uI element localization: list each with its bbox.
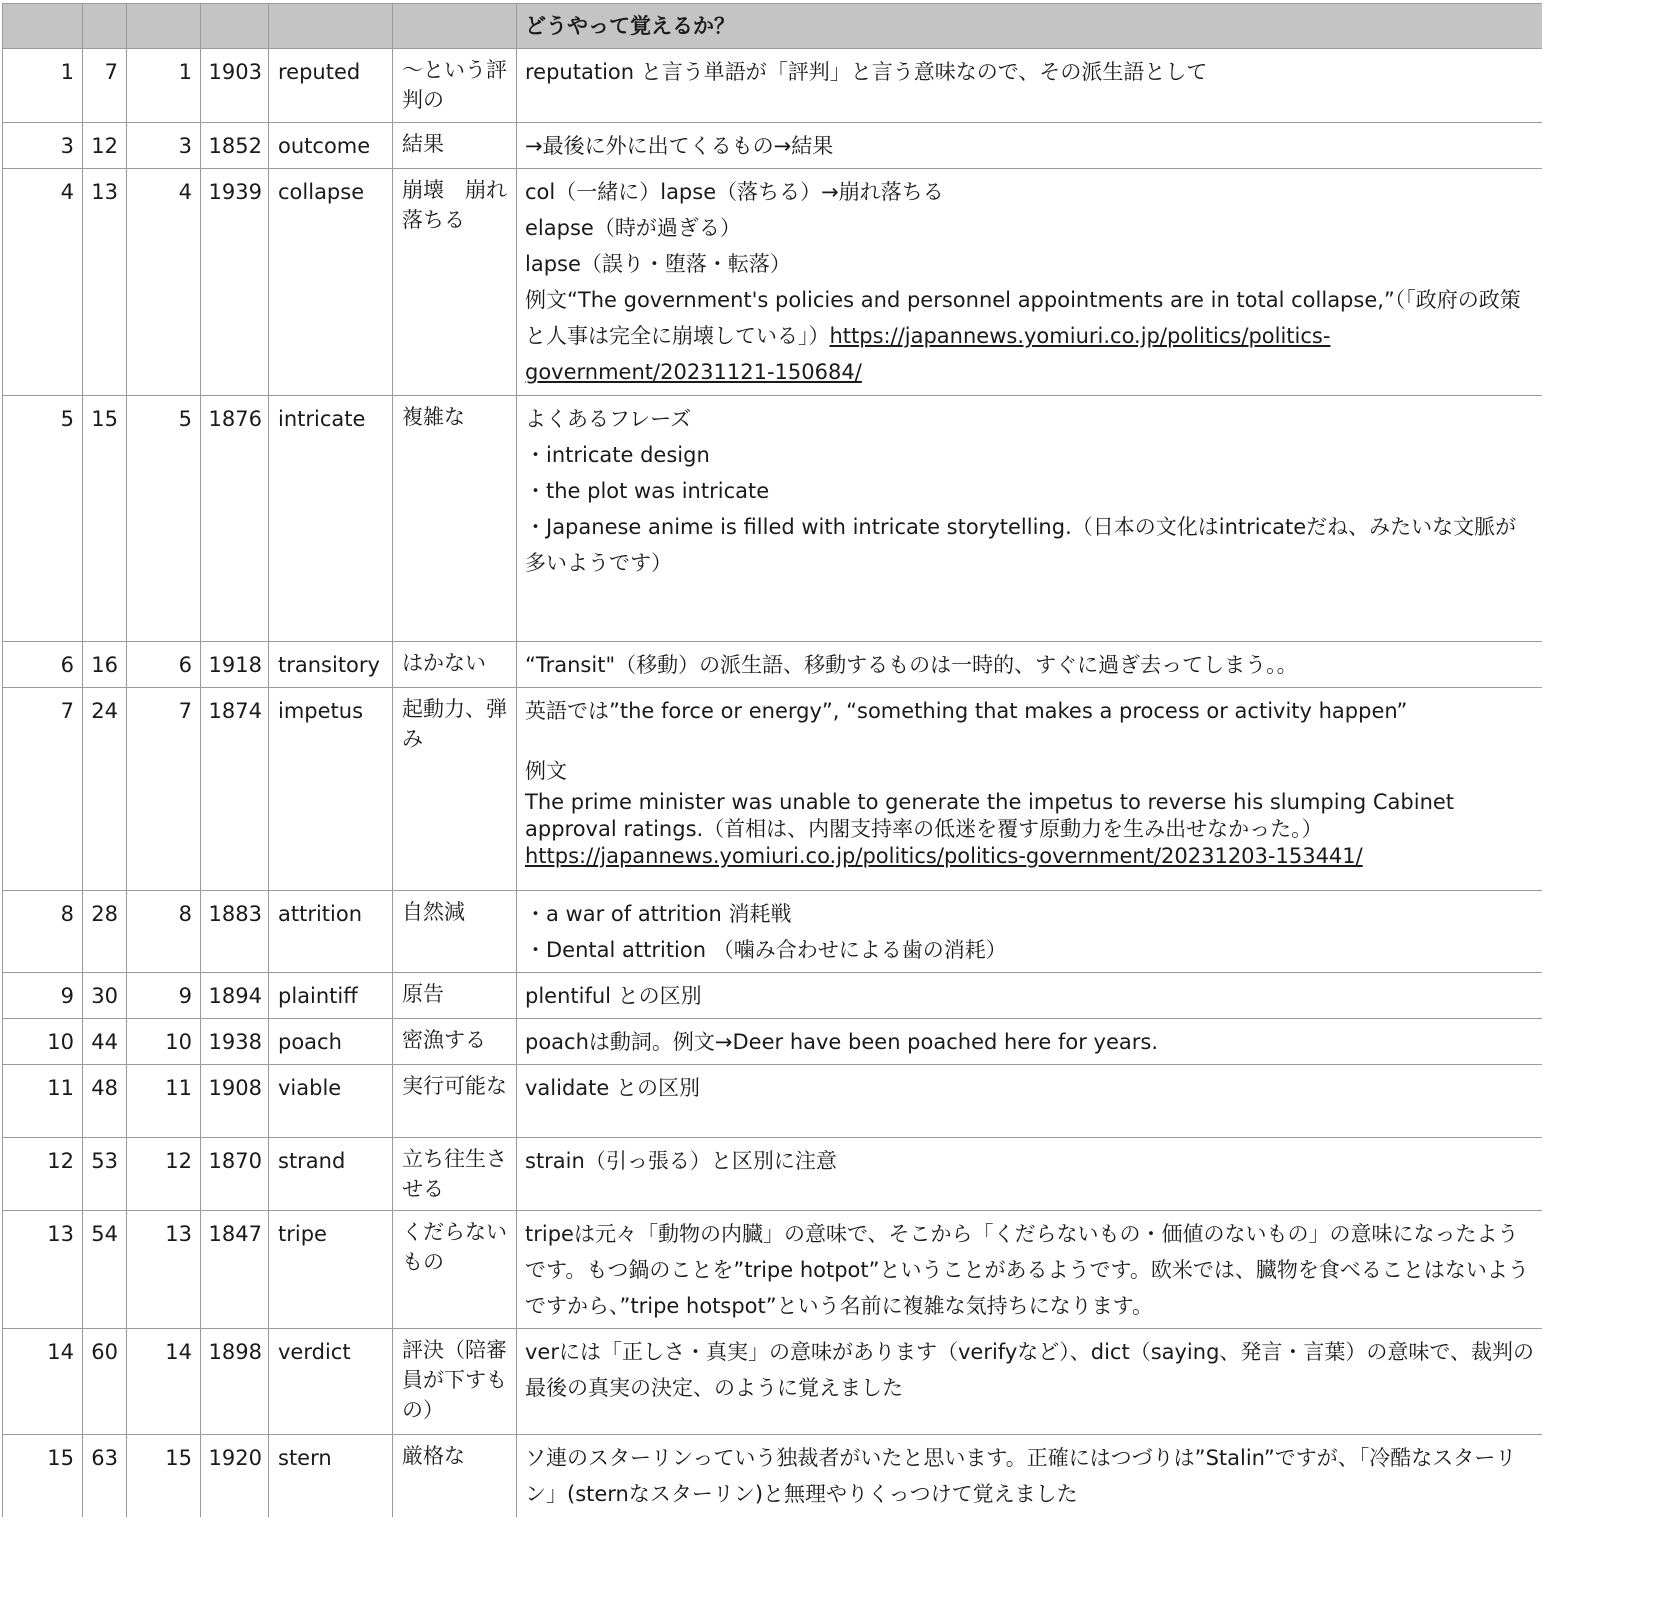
cell-note[interactable] [517, 973, 1543, 1019]
cell-index[interactable]: 10 [3, 1019, 83, 1065]
cell-word[interactable]: reputed [269, 49, 393, 123]
note-line [525, 174, 1536, 210]
cell-word[interactable]: intricate [269, 396, 393, 642]
table-row [3, 1329, 1543, 1435]
cell-word[interactable]: attrition [269, 891, 393, 973]
cell-meaning[interactable]: はかない [393, 642, 517, 688]
note-line [525, 128, 1536, 164]
header-cell-2[interactable] [83, 4, 127, 49]
note-line [525, 54, 1536, 90]
note-text: “Transit"（移動）の派生語、移動するものは一時的、すぐに過ぎ去ってしまう。。 [525, 653, 1298, 677]
note-text: ・Dental attrition （噛み合わせによる歯の消耗） [525, 938, 1007, 962]
cell-note[interactable] [517, 396, 1543, 642]
note-text: strain（引っ張る）と区別に注意 [525, 1149, 837, 1173]
note-text: The prime minister was unable to generate the impetus to reverse his slumping Cabinet approval ratings.（首相は、内閣支持率の低迷を覆す原動力を生み出せなかった。） [525, 790, 1455, 841]
note-line [525, 896, 1536, 932]
cell-meaning[interactable]: くだらないもの [393, 1211, 517, 1329]
note-text: poachは動詞。例文→Deer have been poached here for years. [525, 1030, 1159, 1054]
cell-word[interactable]: outcome [269, 123, 393, 169]
table-row [3, 1211, 1543, 1329]
cell-index[interactable]: 11 [3, 1065, 83, 1138]
cell-note[interactable] [517, 1138, 1543, 1211]
table-row [3, 973, 1543, 1019]
table-row [3, 1019, 1543, 1065]
cell-word[interactable]: verdict [269, 1329, 393, 1435]
table-row [3, 396, 1543, 642]
cell-meaning[interactable]: 実行可能な [393, 1065, 517, 1138]
cell-year[interactable]: 1874 [201, 688, 269, 891]
cell-year[interactable]: 1894 [201, 973, 269, 1019]
note-line [525, 509, 1536, 581]
cell-year[interactable]: 1908 [201, 1065, 269, 1138]
note-text: よくあるフレーズ [525, 407, 692, 431]
note-line [525, 1024, 1536, 1060]
cell-index[interactable]: 6 [3, 642, 83, 688]
cell-year[interactable]: 1847 [201, 1211, 269, 1329]
cell-number[interactable]: 60 [83, 1329, 127, 1435]
cell-year[interactable]: 1883 [201, 891, 269, 973]
cell-year[interactable]: 1938 [201, 1019, 269, 1065]
cell-year[interactable]: 1918 [201, 642, 269, 688]
header-cell-1[interactable] [3, 4, 83, 49]
note-line [525, 647, 1536, 683]
cell-year[interactable]: 1920 [201, 1435, 269, 1518]
cell-meaning[interactable]: 厳格な [393, 1435, 517, 1518]
note-text: ・Japanese anime is filled with intricate storytelling.（日本の文化はintricateだね、みたいな文脈が多いようです） [525, 515, 1517, 575]
note-line [525, 1440, 1536, 1512]
note-text: ・the plot was intricate [525, 479, 770, 503]
cell-meaning[interactable]: 評決（陪審員が下すもの） [393, 1329, 517, 1435]
header-title[interactable]: どうやって覚えるか？ [517, 4, 1543, 49]
cell-order[interactable]: 8 [127, 891, 201, 973]
table-row [3, 891, 1543, 973]
cell-number[interactable]: 13 [83, 169, 127, 396]
note-text: 例文“The government's policies and personnel appointments are in total collapse,”（「政府の政策と人事は完全に崩壊している」） [525, 288, 1521, 348]
cell-meaning[interactable]: 原告 [393, 973, 517, 1019]
note-line [525, 753, 1536, 789]
header-cell-6[interactable] [393, 4, 517, 49]
note-line [525, 282, 1536, 390]
note-text: plentiful との区別 [525, 984, 702, 1008]
cell-number[interactable]: 12 [83, 123, 127, 169]
cell-word[interactable]: impetus [269, 688, 393, 891]
cell-year[interactable]: 1870 [201, 1138, 269, 1211]
note-line [525, 1216, 1536, 1324]
cell-index[interactable]: 15 [3, 1435, 83, 1518]
cell-word[interactable]: plaintiff [269, 973, 393, 1019]
cell-meaning[interactable]: 自然減 [393, 891, 517, 973]
cell-note[interactable] [517, 642, 1543, 688]
cell-index[interactable]: 5 [3, 396, 83, 642]
table-row [3, 1138, 1543, 1211]
table-row [3, 642, 1543, 688]
cell-order[interactable]: 13 [127, 1211, 201, 1329]
note-line [525, 789, 1536, 870]
note-text: ・intricate design [525, 443, 710, 467]
cell-meaning[interactable]: 起動力、弾み [393, 688, 517, 891]
cell-meaning[interactable]: 立ち往生させる [393, 1138, 517, 1211]
note-line [525, 729, 1536, 753]
note-link[interactable]: https://japannews.yomiuri.co.jp/politics/politics-government/20231203-153441/ [525, 844, 1363, 868]
cell-year[interactable]: 1898 [201, 1329, 269, 1435]
cell-word[interactable]: stern [269, 1435, 393, 1518]
cell-note[interactable] [517, 123, 1543, 169]
cell-index[interactable]: 7 [3, 688, 83, 891]
cell-meaning[interactable]: 複雑な [393, 396, 517, 642]
cell-note[interactable] [517, 1019, 1543, 1065]
cell-note[interactable] [517, 1329, 1543, 1435]
cell-word[interactable]: viable [269, 1065, 393, 1138]
cell-year[interactable]: 1876 [201, 396, 269, 642]
cell-number[interactable]: 28 [83, 891, 127, 973]
note-text: col（一緒に）lapse（落ちる）→崩れ落ちる [525, 180, 944, 204]
header-cell-3[interactable] [127, 4, 201, 49]
header-cell-4[interactable] [201, 4, 269, 49]
cell-number[interactable]: 63 [83, 1435, 127, 1518]
cell-order[interactable]: 11 [127, 1065, 201, 1138]
cell-number[interactable]: 7 [83, 49, 127, 123]
note-text: ソ連のスターリンっていう独裁者がいたと思います。正確にはつづりは”Stalin”ですが、「冷酷なスターリン」(sternなスターリン)と無理やりくっつけて覚えました [525, 1446, 1517, 1506]
cell-number[interactable]: 24 [83, 688, 127, 891]
note-link[interactable]: https://japannews.yomiuri.co.jp/politics/politics-government/20231121-150684/ [525, 324, 1331, 384]
cell-index[interactable]: 8 [3, 891, 83, 973]
cell-number[interactable]: 44 [83, 1019, 127, 1065]
cell-number[interactable]: 30 [83, 973, 127, 1019]
note-line [525, 978, 1536, 1014]
cell-note[interactable] [517, 169, 1543, 396]
cell-order[interactable]: 1 [127, 49, 201, 123]
cell-note[interactable] [517, 1211, 1543, 1329]
table-row [3, 1065, 1543, 1138]
cell-order[interactable]: 10 [127, 1019, 201, 1065]
note-text: validate との区別 [525, 1076, 700, 1100]
cell-note[interactable] [517, 1065, 1543, 1138]
cell-order[interactable]: 15 [127, 1435, 201, 1518]
cell-year[interactable]: 1903 [201, 49, 269, 123]
cell-word[interactable]: collapse [269, 169, 393, 396]
cell-meaning[interactable]: 結果 [393, 123, 517, 169]
cell-number[interactable]: 48 [83, 1065, 127, 1138]
table-row [3, 1435, 1543, 1518]
table-row [3, 123, 1543, 169]
cell-note[interactable] [517, 49, 1543, 123]
note-text: elapse（時が過ぎる） [525, 216, 741, 240]
cell-meaning[interactable]: 密漁する [393, 1019, 517, 1065]
cell-index[interactable]: 1 [3, 49, 83, 123]
cell-index[interactable]: 9 [3, 973, 83, 1019]
cell-index[interactable]: 12 [3, 1138, 83, 1211]
cell-note[interactable] [517, 891, 1543, 973]
note-line [525, 1143, 1536, 1179]
cell-order[interactable]: 12 [127, 1138, 201, 1211]
cell-note[interactable] [517, 1435, 1543, 1518]
cell-meaning[interactable]: 〜という評判の [393, 49, 517, 123]
cell-order[interactable]: 14 [127, 1329, 201, 1435]
note-text: 例文 [525, 759, 567, 783]
cell-note[interactable] [517, 688, 1543, 891]
cell-index[interactable]: 13 [3, 1211, 83, 1329]
cell-order[interactable]: 7 [127, 688, 201, 891]
note-text: →最後に外に出てくるもの→結果 [525, 134, 834, 158]
cell-number[interactable]: 53 [83, 1138, 127, 1211]
note-line [525, 932, 1536, 968]
cell-number[interactable]: 54 [83, 1211, 127, 1329]
cell-order[interactable]: 4 [127, 169, 201, 396]
cell-order[interactable]: 9 [127, 973, 201, 1019]
cell-order[interactable]: 3 [127, 123, 201, 169]
table-row [3, 169, 1543, 396]
note-text: tripeは元々「動物の内臓」の意味で、そこから「くだらないもの・価値のないもの」の意味になったようです。もつ鍋のことを”tripe hotpot”ということがあるようです。欧米では、臓物を食べることはないようですから、”tripe hotspot”という名前に複雑な気持ちになります。 [525, 1222, 1529, 1318]
note-text: 英語では”the force or energy”, “something that makes a process or activity happen” [525, 699, 1408, 723]
cell-index[interactable]: 4 [3, 169, 83, 396]
cell-word[interactable]: transitory [269, 642, 393, 688]
note-line [525, 1070, 1536, 1106]
cell-number[interactable]: 16 [83, 642, 127, 688]
note-text: lapse（誤り・堕落・転落） [525, 252, 791, 276]
cell-word[interactable]: tripe [269, 1211, 393, 1329]
header-cell-5[interactable] [269, 4, 393, 49]
cell-word[interactable]: poach [269, 1019, 393, 1065]
note-line [525, 401, 1536, 437]
cell-order[interactable]: 5 [127, 396, 201, 642]
cell-number[interactable]: 15 [83, 396, 127, 642]
cell-word[interactable]: strand [269, 1138, 393, 1211]
note-text: reputation と言う単語が「評判」と言う意味なので、その派生語として [525, 60, 1208, 84]
note-line [525, 693, 1536, 729]
note-text: ・a war of attrition 消耗戦 [525, 902, 792, 926]
cell-index[interactable]: 14 [3, 1329, 83, 1435]
note-text: verには「正しさ・真実」の意味があります（verifyなど）、dict（saying、発言・言葉）の意味で、裁判の最後の真実の決定、のように覚えました [525, 1340, 1534, 1400]
cell-meaning[interactable]: 崩壊 崩れ落ちる [393, 169, 517, 396]
cell-index[interactable]: 3 [3, 123, 83, 169]
table-row [3, 49, 1543, 123]
table-row [3, 688, 1543, 891]
note-line [525, 437, 1536, 473]
header-row [3, 4, 1543, 49]
note-line [525, 473, 1536, 509]
cell-year[interactable]: 1939 [201, 169, 269, 396]
note-line [525, 1334, 1536, 1406]
cell-order[interactable]: 6 [127, 642, 201, 688]
vocabulary-table [2, 3, 1542, 1517]
cell-year[interactable]: 1852 [201, 123, 269, 169]
note-line [525, 246, 1536, 282]
note-line [525, 210, 1536, 246]
spreadsheet [2, 3, 1542, 1517]
